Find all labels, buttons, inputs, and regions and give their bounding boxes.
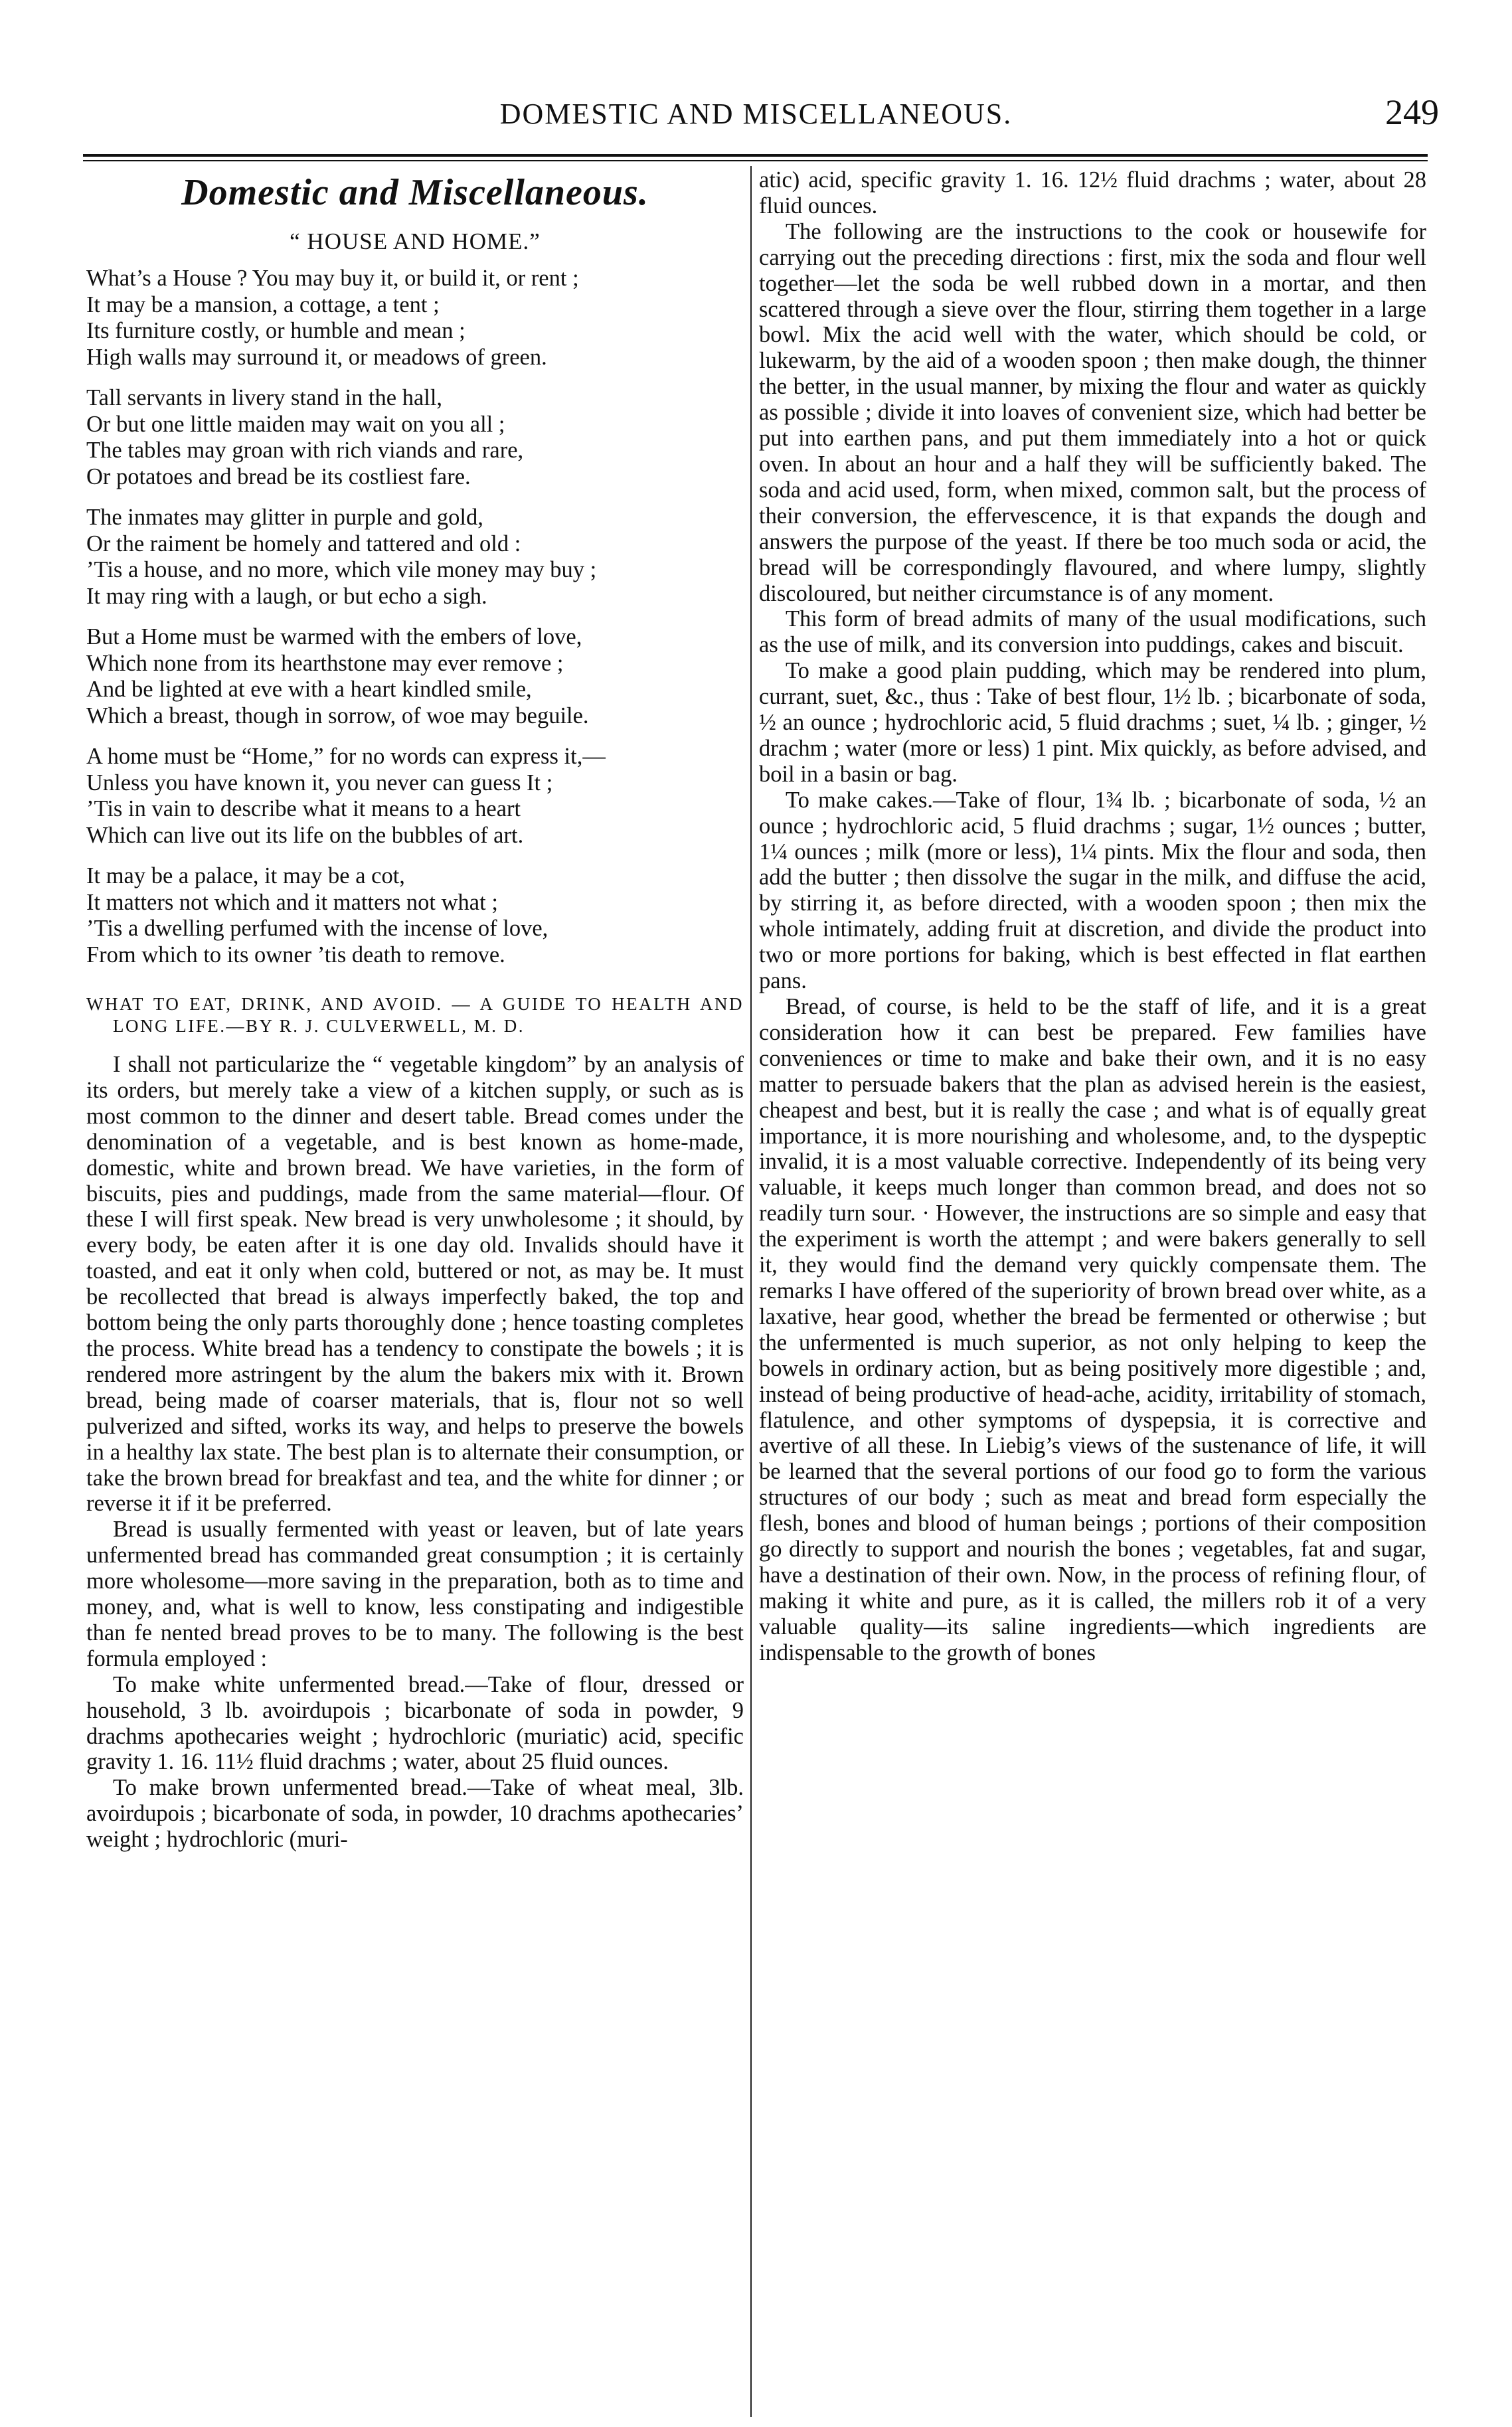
poem-line: ’Tis a dwelling perfumed with the incense of love, [86, 916, 548, 941]
poem-line: The tables may groan with rich viands and rare, [86, 438, 524, 463]
article-paragraph: Bread, of course, is held to be the staff of life, and it is a great consideration how it can best be prepared. Few families have conveniences or time to make and bake their own, and it is no easy matter to persuade bakers that the plan as advised herein is the easiest, cheapest and best, but it is really the case ; and what is of equally great importance, it is more nourishing and wholesome, and, to the dyspeptic invalid, it is a most valuable corrective. Independently of its being very valuable, it keeps much longer than common bread, and does not so readily turn sour. · However, the instructions are so simple and easy that the experiment is worth the attempt ; and were bakers generally to sell it, they would find the demand very quickly compensate them. The remarks I have offered of the superiority of brown bread over white, as a laxative, hear good, whether the bread be fermented or otherwise ; but the unfermented is much superior, as not only helping to keep the bowels in ordinary action, but as being positively more digestible ; and, instead of being productive of head-ache, acidity, irritability of stomach, flatulence, and other symptoms of dyspepsia, it is corrective and avertive of all these. In Liebig’s views of the sustenance of life, it will be learned that the several portions of our food go to form the various structures of our body ; such as meat and bread form especially the flesh, bones and blood of human beings ; portions of their composition go directly to support and nourish the bones ; vegetables, fat and sugar, have a destination of their own. Now, in the process of refining flour, of making it white and pure, as it is called, the millers rob it of a very valuable quality—its saline ingredients—which ingredients are indispensable to the growth of bones [759, 994, 1426, 1665]
poem-line: A home must be “Home,” for no words can express it,— [86, 744, 606, 769]
poem-line: From which to its owner ’tis death to remove. [86, 942, 505, 967]
article-paragraph: I shall not particularize the “ vegetable kingdom” by an analysis of its orders, but merely take a view of a kitchen supply, or such as is most common to the dinner and desert table. Bread comes under the denomination of a vegetable, and is best known as home-made, domestic, white and brown bread. We have varieties, in the form of biscuits, pies and puddings, made from the same material—flour. Of these I will first speak. New bread is very unwholesome ; it should, by every body, be eaten after it is one day old. Invalids should have it toasted, and eat it only when cold, buttered or not, as may be. It must be recollected that bread is always imperfectly baked, the top and bottom being the only parts thoroughly done ; hence toasting completes the process. White bread has a tendency to constipate the bowels ; it is rendered more astringent by the alum the bakers mix with it. Brown bread, being made of coarser materials, that is, flour not so well pulverized and sifted, works its way, and helps to preserve the bowels in a healthy lax state. The best plan is to alternate their consumption, or take the brown bread for breakfast and tea, and the white for dinner ; or reverse it if it be preferred. [86, 1052, 744, 1517]
poem-stanza [86, 385, 744, 490]
poem-line: Unless you have known it, you never can guess It ; [86, 770, 553, 795]
poem-line: ’Tis a house, and no more, which vile money may buy ; [86, 557, 597, 582]
poem-title: “ HOUSE AND HOME.” [290, 228, 541, 254]
poem-line: It may ring with a laugh, or but echo a sigh. [86, 583, 487, 609]
poem-stanza [86, 624, 744, 729]
recipe-paragraph: To make a good plain pudding, which may be rendered into plum, currant, suet, &c., thus : Take of best flour, 1½ lb. ; bicarbonate of soda, ½ an ounce ; hydrochloric acid, 5 fluid drachms ; suet, ¼ lb. ; ginger, ½ drachm ; water (more or less) 1 pint. Mix quickly, as before advised, and boil in a basin or bag. [759, 658, 1426, 787]
running-head [0, 92, 1512, 138]
poem-line: ’Tis in vain to describe what it means to a heart [86, 796, 521, 821]
poem-line: High walls may surround it, or meadows of green. [86, 344, 547, 370]
poem-line: Or the raiment be homely and tattered and old : [86, 531, 521, 556]
recipe-paragraph: To make brown unfermented bread.—Take of wheat meal, 3lb. avoirdupois ; bicarbonate of soda, in powder, 10 drachms apothecaries’ weight ; hydrochloric (muri- [86, 1775, 744, 1853]
article-title: WHAT TO EAT, DRINK, AND AVOID. — A GUIDE TO HEALTH AND LONG LIFE.—BY R. J. CULVERWELL, M. D. [86, 994, 744, 1036]
recipe-paragraph: To make cakes.—Take of flour, 1¾ lb. ; bicarbonate of soda, ½ an ounce ; hydrochloric acid, 5 fluid drachms ; sugar, 1½ ounces ; butter, 1¼ ounces ; milk (more or less), 1¼ pints. Mix the flour and soda, then add the butter ; then dissolve the sugar in the milk, and diffuse the acid, by stirring it, as before directed, with a wooden spoon ; then mix the whole intimately, adding fruit at discretion, and divide the product into two or more portions for baking, which is best effected in flat earthen pans. [759, 787, 1426, 994]
poem-line: Its furniture costly, or humble and mean ; [86, 318, 465, 343]
poem-line: It may be a palace, it may be a cot, [86, 863, 405, 888]
poem-line: And be lighted at eve with a heart kindled smile, [86, 677, 532, 702]
poem-stanza [86, 863, 744, 968]
poem-line: It matters not which and it matters not what ; [86, 889, 498, 915]
right-column [759, 167, 1426, 2418]
article-paragraph: Bread is usually fermented with yeast or leaven, but of late years unfermented bread has commanded great consumption ; it is certainly more wholesome—more saving in the preparation, both as to time and money, and, what is well to know, less constipating and indigestible than fe nented bread proves to be to many. The following is the best formula employed : [86, 1517, 744, 1671]
poem-line: Which can live out its life on the bubbles of art. [86, 822, 524, 848]
poem-stanza [86, 505, 744, 610]
poem-stanza [86, 744, 744, 849]
running-head-title: DOMESTIC AND MISCELLANEOUS. [499, 98, 1013, 130]
continued-paragraph: atic) acid, specific gravity 1. 16. 12½ fluid drachms ; water, about 28 fluid ounces. [759, 167, 1426, 218]
poem-line: What’s a House ? You may buy it, or build it, or rent ; [86, 266, 579, 291]
poem-line: The inmates may glitter in purple and gold, [86, 505, 483, 530]
poem-line: Or potatoes and bread be its costliest fare. [86, 463, 471, 489]
column-divider [750, 166, 752, 2417]
poem-line: But a Home must be warmed with the embers of love, [86, 624, 582, 649]
poem-line: Which none from its hearthstone may ever remove ; [86, 650, 564, 676]
poem-line: Tall servants in livery stand in the hall, [86, 385, 443, 410]
article-paragraph: This form of bread admits of many of the usual modifications, such as the use of milk, and its conversion into puddings, cakes and biscuit. [759, 606, 1426, 658]
article-paragraph: The following are the instructions to the cook or housewife for carrying out the preceding directions : first, mix the soda and flour well together—let the soda be well rubbed down in a mortar, and then scattered through a sieve over the flour, stirring them together in a large bowl. Mix the acid well with the water, which should be cold, or lukewarm, by the aid of a wooden spoon ; then make dough, the thinner the better, in the usual manner, by mixing the flour and water as quickly as possible ; divide it into loaves of convenient size, which had better be put into earthen pans, and put them immediately into a hot or quick oven. In about an hour and a half they will be sufficiently baked. The soda and acid used, form, when mixed, common salt, but the process of their conversion, the effervescence, it is that expands the dough and answers the purpose of the yeast. If there be too much soda or acid, the bread will be correspondingly flavoured, and where lumpy, slightly discoloured, but neither circumstance is of any moment. [759, 218, 1426, 606]
header-rule-thin [83, 160, 1428, 161]
poem-line: Which a breast, though in sorrow, of woe may beguile. [86, 703, 589, 728]
poem-stanza [86, 266, 744, 371]
page-number: 249 [1385, 92, 1439, 132]
header-rule-thick [83, 154, 1428, 157]
left-column [86, 167, 744, 2418]
poem-line: Or but one little maiden may wait on you all ; [86, 411, 505, 437]
recipe-paragraph: To make white unfermented bread.—Take of flour, dressed or household, 3 lb. avoirdupois ; bicarbonate of soda in powder, 9 drachms apothecaries weight ; hydrochloric (muriatic) acid, specific gravity 1. 16. 11½ fluid drachms ; water, about 25 fluid ounces. [86, 1671, 744, 1775]
section-heading: Domestic and Miscellaneous. [181, 172, 649, 213]
poem-line: It may be a mansion, a cottage, a tent ; [86, 292, 440, 317]
